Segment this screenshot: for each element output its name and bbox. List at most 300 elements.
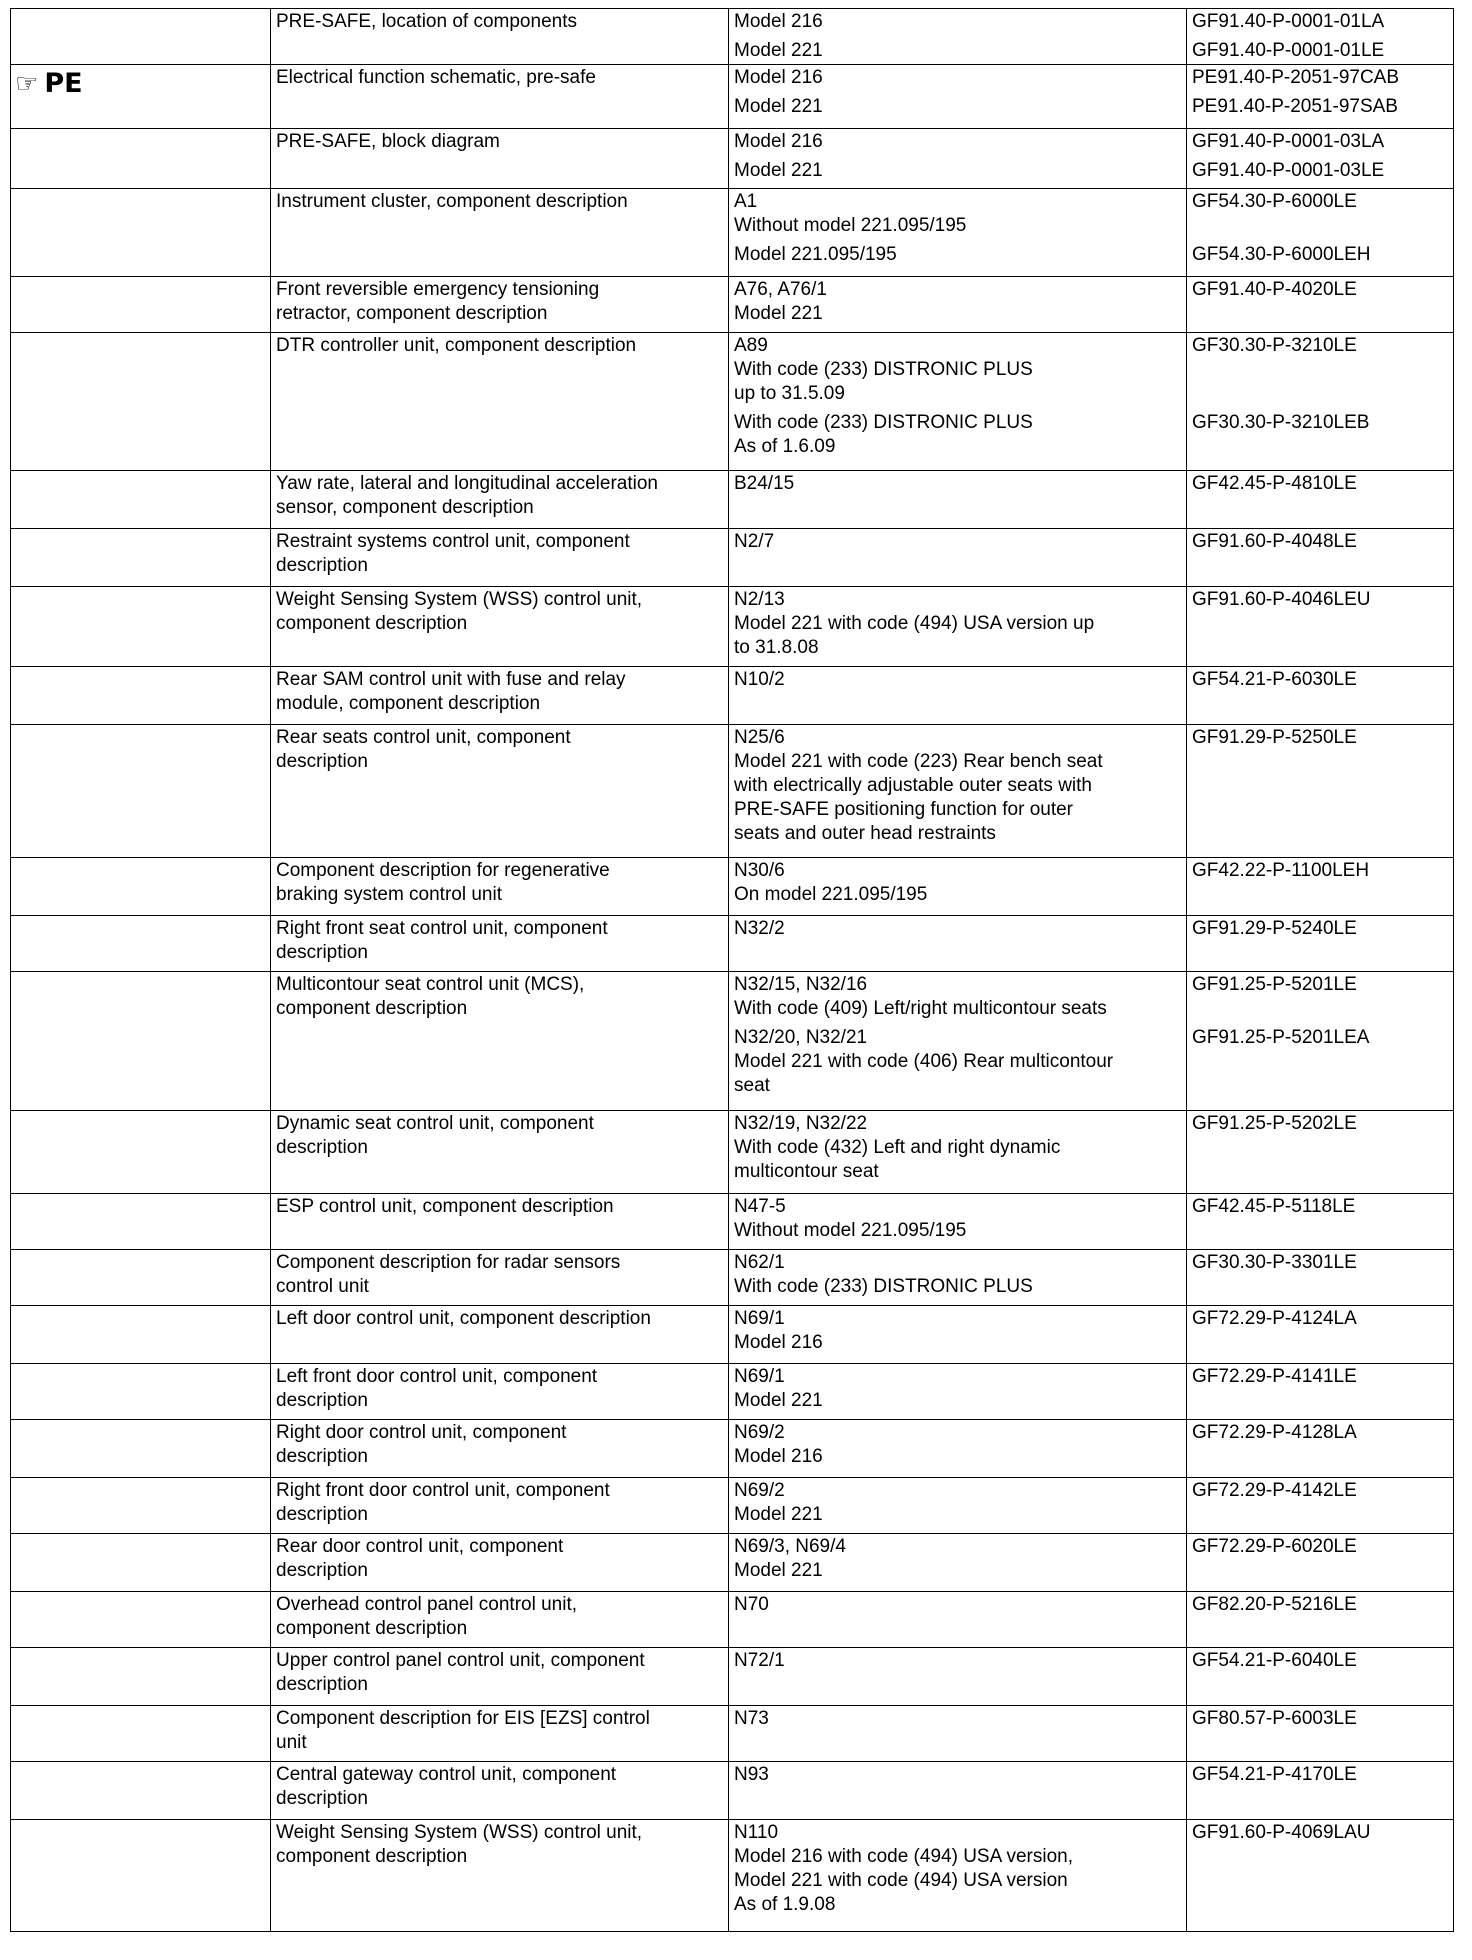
reference-group xyxy=(734,530,1181,554)
description-cell xyxy=(271,9,729,65)
document-number-cell xyxy=(1187,1111,1454,1194)
description-text: unit xyxy=(276,1732,307,1753)
document-number: PE91.40-P-2051-97SAB xyxy=(1192,96,1398,117)
marker-cell xyxy=(11,9,271,65)
table-row xyxy=(11,1648,1454,1706)
reference-text: With code (432) Left and right dynamic xyxy=(734,1137,1061,1158)
marker-cell xyxy=(11,1820,271,1932)
reference-group xyxy=(734,243,1181,267)
reference-cell xyxy=(729,587,1187,667)
reference-cell xyxy=(729,1762,1187,1820)
table-row xyxy=(11,277,1454,333)
reference-text: Model 221 xyxy=(734,96,823,117)
document-number: GF91.40-P-4020LE xyxy=(1192,279,1357,300)
reference-cell xyxy=(729,972,1187,1111)
description-cell xyxy=(271,1648,729,1706)
document-number-cell xyxy=(1187,471,1454,529)
reference-group xyxy=(734,1821,1181,1917)
table-row xyxy=(11,916,1454,972)
description-text: description xyxy=(276,1560,368,1581)
reference-cell xyxy=(729,1306,1187,1364)
reference-cell xyxy=(729,1706,1187,1762)
document-number: GF54.30-P-6000LEH xyxy=(1192,244,1371,265)
marker-cell xyxy=(11,1762,271,1820)
document-number-cell xyxy=(1187,1420,1454,1478)
description-text: Component description for regenerative xyxy=(276,860,610,881)
reference-text: With code (233) DISTRONIC PLUS xyxy=(734,412,1033,433)
document-number: GF30.30-P-3210LE xyxy=(1192,335,1357,356)
reference-text: N32/20, N32/21 xyxy=(734,1027,868,1048)
reference-text: As of 1.6.09 xyxy=(734,436,836,457)
table-row xyxy=(11,587,1454,667)
document-number: GF72.29-P-4141LE xyxy=(1192,1366,1357,1387)
description-text: Left door control unit, component description xyxy=(276,1308,651,1329)
document-number: GF82.20-P-5216LE xyxy=(1192,1594,1357,1615)
description-text: Upper control panel control unit, component xyxy=(276,1650,645,1671)
document-number: GF91.29-P-5250LE xyxy=(1192,727,1357,748)
document-number-cell xyxy=(1187,916,1454,972)
document-number-cell xyxy=(1187,1592,1454,1648)
reference-cell xyxy=(729,529,1187,587)
document-number: GF91.60-P-4046LEU xyxy=(1192,589,1371,610)
marker-cell xyxy=(11,1364,271,1420)
description-text: Weight Sensing System (WSS) control unit, xyxy=(276,1822,643,1843)
description-text: description xyxy=(276,1674,368,1695)
table-row xyxy=(11,65,1454,129)
reference-text: to 31.8.08 xyxy=(734,637,819,658)
description-text: Dynamic seat control unit, component xyxy=(276,1113,594,1134)
reference-cell xyxy=(729,1592,1187,1648)
document-number: GF72.29-P-4128LA xyxy=(1192,1422,1357,1443)
reference-group xyxy=(734,1195,1181,1243)
description-text: control unit xyxy=(276,1276,369,1297)
reference-text: N10/2 xyxy=(734,669,785,690)
table-row xyxy=(11,1820,1454,1932)
reference-text: N32/2 xyxy=(734,918,785,939)
description-cell xyxy=(271,1820,729,1932)
description-text: Left front door control unit, component xyxy=(276,1366,598,1387)
document-number: GF54.30-P-6000LE xyxy=(1192,191,1357,212)
description-text: component description xyxy=(276,1618,468,1639)
reference-group xyxy=(734,1535,1181,1583)
reference-cell xyxy=(729,1420,1187,1478)
document-number-cell xyxy=(1187,725,1454,858)
reference-text: A1 xyxy=(734,191,758,212)
reference-cell xyxy=(729,277,1187,333)
document-number: GF42.45-P-5118LE xyxy=(1192,1196,1356,1217)
table-row xyxy=(11,1534,1454,1592)
reference-text: N69/2 xyxy=(734,1422,785,1443)
reference-group xyxy=(734,1421,1181,1469)
reference-text: N32/19, N32/22 xyxy=(734,1113,868,1134)
document-number: GF91.40-P-0001-03LA xyxy=(1192,131,1385,152)
description-cell xyxy=(271,189,729,277)
reference-group xyxy=(734,1307,1181,1355)
description-cell xyxy=(271,277,729,333)
table-row xyxy=(11,529,1454,587)
table-row xyxy=(11,1306,1454,1364)
description-text: description xyxy=(276,1788,368,1809)
reference-text: B24/15 xyxy=(734,473,795,494)
table-row xyxy=(11,1706,1454,1762)
description-text: Overhead control panel control unit, xyxy=(276,1594,578,1615)
description-text: Weight Sensing System (WSS) control unit, xyxy=(276,589,643,610)
table-row xyxy=(11,1250,1454,1306)
description-text: description xyxy=(276,751,368,772)
description-cell xyxy=(271,1534,729,1592)
document-number-cell xyxy=(1187,9,1454,65)
description-text: Restraint systems control unit, component xyxy=(276,531,630,552)
reference-text: Model 221 xyxy=(734,1504,823,1525)
description-text: Right front door control unit, component xyxy=(276,1480,610,1501)
reference-text: With code (233) DISTRONIC PLUS xyxy=(734,359,1033,380)
marker-cell xyxy=(11,1648,271,1706)
reference-text: Model 216 xyxy=(734,1446,823,1467)
reference-text: N69/3, N69/4 xyxy=(734,1536,846,1557)
reference-group xyxy=(734,1365,1181,1413)
description-cell xyxy=(271,471,729,529)
document-number: GF54.21-P-4170LE xyxy=(1192,1764,1357,1785)
reference-text: Model 216 xyxy=(734,131,823,152)
reference-group xyxy=(734,190,1181,238)
document-number: GF72.29-P-4142LE xyxy=(1192,1480,1357,1501)
reference-group xyxy=(734,10,1181,34)
document-number-cell xyxy=(1187,1306,1454,1364)
reference-text: N2/7 xyxy=(734,531,775,552)
marker-cell xyxy=(11,916,271,972)
reference-group xyxy=(734,1251,1181,1299)
reference-cell xyxy=(729,1478,1187,1534)
document-number: GF91.40-P-0001-01LA xyxy=(1192,11,1385,32)
document-number: GF91.40-P-0001-01LE xyxy=(1192,40,1385,61)
reference-cell xyxy=(729,9,1187,65)
document-number: GF72.29-P-6020LE xyxy=(1192,1536,1357,1557)
description-text: Electrical function schematic, pre-safe xyxy=(276,67,596,88)
description-text: Front reversible emergency tensioning xyxy=(276,279,600,300)
reference-cell xyxy=(729,189,1187,277)
description-text: Multicontour seat control unit (MCS), xyxy=(276,974,585,995)
description-text: PRE-SAFE, location of components xyxy=(276,11,577,32)
description-cell xyxy=(271,916,729,972)
marker-cell xyxy=(11,1420,271,1478)
reference-text: With code (233) DISTRONIC PLUS xyxy=(734,1276,1033,1297)
document-number-cell xyxy=(1187,858,1454,916)
table-row xyxy=(11,189,1454,277)
document-number-cell xyxy=(1187,1534,1454,1592)
marker-cell xyxy=(11,1306,271,1364)
marker-cell xyxy=(11,858,271,916)
reference-text: Model 216 xyxy=(734,1332,823,1353)
pe-marker xyxy=(15,69,83,99)
reference-text: N70 xyxy=(734,1594,769,1615)
reference-text: Model 221 xyxy=(734,40,823,61)
description-cell xyxy=(271,1250,729,1306)
reference-text: PRE-SAFE positioning function for outer xyxy=(734,799,1074,820)
description-cell xyxy=(271,972,729,1111)
description-text: Component description for radar sensors xyxy=(276,1252,621,1273)
description-cell xyxy=(271,1762,729,1820)
reference-cell xyxy=(729,667,1187,725)
reference-group xyxy=(734,95,1181,119)
table-row xyxy=(11,725,1454,858)
description-text: Yaw rate, lateral and longitudinal acceleration xyxy=(276,473,658,494)
document-number-cell xyxy=(1187,1648,1454,1706)
document-number-cell xyxy=(1187,129,1454,189)
reference-cell xyxy=(729,858,1187,916)
marker-cell xyxy=(11,1111,271,1194)
document-number: GF91.25-P-5201LE xyxy=(1192,974,1357,995)
reference-text: N2/13 xyxy=(734,589,785,610)
reference-text: Model 221.095/195 xyxy=(734,244,897,265)
document-number-cell xyxy=(1187,667,1454,725)
table-row xyxy=(11,1364,1454,1420)
document-number-cell xyxy=(1187,529,1454,587)
table-row xyxy=(11,1420,1454,1478)
document-number-cell xyxy=(1187,587,1454,667)
reference-text: N30/6 xyxy=(734,860,785,881)
reference-text: multicontour seat xyxy=(734,1161,879,1182)
reference-text: Without model 221.095/195 xyxy=(734,215,967,236)
marker-cell xyxy=(11,1706,271,1762)
description-text: description xyxy=(276,1390,368,1411)
reference-text: With code (409) Left/right multicontour seats xyxy=(734,998,1107,1019)
document-number: GF42.22-P-1100LEH xyxy=(1192,860,1370,881)
description-cell xyxy=(271,129,729,189)
document-number: GF91.25-P-5202LE xyxy=(1192,1113,1357,1134)
description-cell xyxy=(271,587,729,667)
marker-cell xyxy=(11,1250,271,1306)
description-text: description xyxy=(276,1446,368,1467)
document-number-cell xyxy=(1187,65,1454,129)
hand-pointing-right-icon: ☞ xyxy=(15,69,39,99)
table-row xyxy=(11,1478,1454,1534)
marker-cell xyxy=(11,529,271,587)
reference-group xyxy=(734,1763,1181,1787)
reference-text: seats and outer head restraints xyxy=(734,823,996,844)
reference-text: A76, A76/1 xyxy=(734,279,827,300)
reference-text: N110 xyxy=(734,1822,779,1843)
reference-text: Model 216 with code (494) USA version, xyxy=(734,1846,1074,1867)
description-text: Right front seat control unit, component xyxy=(276,918,608,939)
description-text: Central gateway control unit, component xyxy=(276,1764,617,1785)
description-cell xyxy=(271,1706,729,1762)
reference-text: On model 221.095/195 xyxy=(734,884,928,905)
reference-text: Model 216 xyxy=(734,67,823,88)
document-number: GF91.60-P-4069LAU xyxy=(1192,1822,1371,1843)
marker-cell xyxy=(11,1534,271,1592)
description-text: Right door control unit, component xyxy=(276,1422,567,1443)
table-row xyxy=(11,1762,1454,1820)
document-number: GF91.29-P-5240LE xyxy=(1192,918,1357,939)
marker-cell xyxy=(11,333,271,471)
document-number-cell xyxy=(1187,1250,1454,1306)
reference-text: seat xyxy=(734,1075,770,1096)
document-number: GF72.29-P-4124LA xyxy=(1192,1308,1357,1329)
reference-cell xyxy=(729,129,1187,189)
document-number: PE91.40-P-2051-97CAB xyxy=(1192,67,1400,88)
description-text: ESP control unit, component description xyxy=(276,1196,614,1217)
reference-group xyxy=(734,1649,1181,1673)
marker-cell xyxy=(11,667,271,725)
document-number: GF42.45-P-4810LE xyxy=(1192,473,1357,494)
reference-group xyxy=(734,1593,1181,1617)
description-text: Rear SAM control unit with fuse and relay xyxy=(276,669,626,690)
description-cell xyxy=(271,858,729,916)
reference-cell xyxy=(729,725,1187,858)
reference-group xyxy=(734,278,1181,326)
document-number: GF30.30-P-3301LE xyxy=(1192,1252,1357,1273)
marker-cell xyxy=(11,65,271,129)
document-number-cell xyxy=(1187,333,1454,471)
document-number: GF91.25-P-5201LEA xyxy=(1192,1027,1370,1048)
description-cell xyxy=(271,333,729,471)
description-text: component description xyxy=(276,1846,468,1867)
description-cell xyxy=(271,667,729,725)
reference-group xyxy=(734,588,1181,660)
reference-text: N69/1 xyxy=(734,1366,785,1387)
document-number-cell xyxy=(1187,189,1454,277)
marker-cell xyxy=(11,129,271,189)
table-row xyxy=(11,858,1454,916)
description-cell xyxy=(271,1306,729,1364)
document-number-cell xyxy=(1187,1820,1454,1932)
document-number: GF91.40-P-0001-03LE xyxy=(1192,160,1385,181)
reference-text: Model 216 xyxy=(734,11,823,32)
document-number: GF54.21-P-6040LE xyxy=(1192,1650,1357,1671)
table-row xyxy=(11,667,1454,725)
table-row xyxy=(11,333,1454,471)
description-text: Component description for EIS [EZS] control xyxy=(276,1708,650,1729)
reference-text: N32/15, N32/16 xyxy=(734,974,868,995)
reference-group xyxy=(734,917,1181,941)
description-text: description xyxy=(276,942,368,963)
document-number-cell xyxy=(1187,1478,1454,1534)
reference-cell xyxy=(729,1534,1187,1592)
description-text: Rear seats control unit, component xyxy=(276,727,571,748)
reference-group xyxy=(734,159,1181,183)
description-text: Instrument cluster, component description xyxy=(276,191,628,212)
reference-cell xyxy=(729,916,1187,972)
document-number: GF91.60-P-4048LE xyxy=(1192,531,1357,552)
description-cell xyxy=(271,529,729,587)
description-text: description xyxy=(276,1504,368,1525)
description-cell xyxy=(271,1478,729,1534)
reference-text: Model 221 xyxy=(734,1560,823,1581)
marker-cell xyxy=(11,1478,271,1534)
reference-group xyxy=(734,1707,1181,1731)
description-cell xyxy=(271,65,729,129)
description-text: Rear door control unit, component xyxy=(276,1536,564,1557)
description-text: module, component description xyxy=(276,693,541,714)
table-row xyxy=(11,9,1454,65)
reference-text: As of 1.9.08 xyxy=(734,1894,836,1915)
pe-label: PE xyxy=(44,68,83,99)
reference-group xyxy=(734,859,1181,907)
reference-cell xyxy=(729,333,1187,471)
reference-group xyxy=(734,472,1181,496)
table-row xyxy=(11,1592,1454,1648)
reference-cell xyxy=(729,1820,1187,1932)
marker-cell xyxy=(11,972,271,1111)
description-text: component description xyxy=(276,998,468,1019)
reference-text: up to 31.5.09 xyxy=(734,383,845,404)
document-number-cell xyxy=(1187,1194,1454,1250)
reference-group xyxy=(734,726,1181,846)
reference-text: N47-5 xyxy=(734,1196,786,1217)
reference-group xyxy=(734,39,1181,63)
marker-cell xyxy=(11,587,271,667)
reference-text: N62/1 xyxy=(734,1252,785,1273)
description-cell xyxy=(271,1364,729,1420)
reference-group xyxy=(734,411,1181,459)
reference-text: Model 221 with code (494) USA version up xyxy=(734,613,1095,634)
document-number: GF54.21-P-6030LE xyxy=(1192,669,1357,690)
description-text: description xyxy=(276,555,368,576)
reference-text: Model 221 xyxy=(734,303,823,324)
reference-text: Model 221 xyxy=(734,1390,823,1411)
marker-cell xyxy=(11,1194,271,1250)
document-number: GF80.57-P-6003LE xyxy=(1192,1708,1357,1729)
marker-cell xyxy=(11,189,271,277)
document-number-cell xyxy=(1187,277,1454,333)
description-cell xyxy=(271,725,729,858)
reference-text: Model 221 with code (494) USA version xyxy=(734,1870,1068,1891)
reference-text: Without model 221.095/195 xyxy=(734,1220,967,1241)
document-number: GF30.30-P-3210LEB xyxy=(1192,412,1370,433)
reference-group xyxy=(734,973,1181,1021)
description-text: PRE-SAFE, block diagram xyxy=(276,131,500,152)
document-number-cell xyxy=(1187,1364,1454,1420)
reference-group xyxy=(734,668,1181,692)
reference-cell xyxy=(729,1364,1187,1420)
reference-text: N72/1 xyxy=(734,1650,785,1671)
reference-text: Model 221 with code (223) Rear bench seat xyxy=(734,751,1103,772)
document-number-cell xyxy=(1187,972,1454,1111)
reference-text: N25/6 xyxy=(734,727,785,748)
description-cell xyxy=(271,1420,729,1478)
table-row xyxy=(11,972,1454,1111)
marker-cell xyxy=(11,725,271,858)
description-text: component description xyxy=(276,613,468,634)
description-cell xyxy=(271,1194,729,1250)
description-text: retractor, component description xyxy=(276,303,548,324)
reference-text: N93 xyxy=(734,1764,769,1785)
reference-text: A89 xyxy=(734,335,768,356)
reference-text: N69/1 xyxy=(734,1308,785,1329)
table-row xyxy=(11,129,1454,189)
description-cell xyxy=(271,1592,729,1648)
component-reference-table xyxy=(10,8,1454,1932)
reference-cell xyxy=(729,471,1187,529)
description-text: braking system control unit xyxy=(276,884,502,905)
reference-text: Model 221 with code (406) Rear multicontour xyxy=(734,1051,1114,1072)
reference-group xyxy=(734,1026,1181,1098)
reference-group xyxy=(734,130,1181,154)
reference-group xyxy=(734,1479,1181,1527)
table-row xyxy=(11,471,1454,529)
reference-text: N69/2 xyxy=(734,1480,785,1501)
marker-cell xyxy=(11,471,271,529)
reference-text: Model 221 xyxy=(734,160,823,181)
reference-group xyxy=(734,1112,1181,1184)
marker-cell xyxy=(11,1592,271,1648)
reference-text: with electrically adjustable outer seats with xyxy=(734,775,1093,796)
table-body xyxy=(11,9,1454,1932)
table-row xyxy=(11,1194,1454,1250)
reference-text: N73 xyxy=(734,1708,769,1729)
reference-cell xyxy=(729,65,1187,129)
table-row xyxy=(11,1111,1454,1194)
